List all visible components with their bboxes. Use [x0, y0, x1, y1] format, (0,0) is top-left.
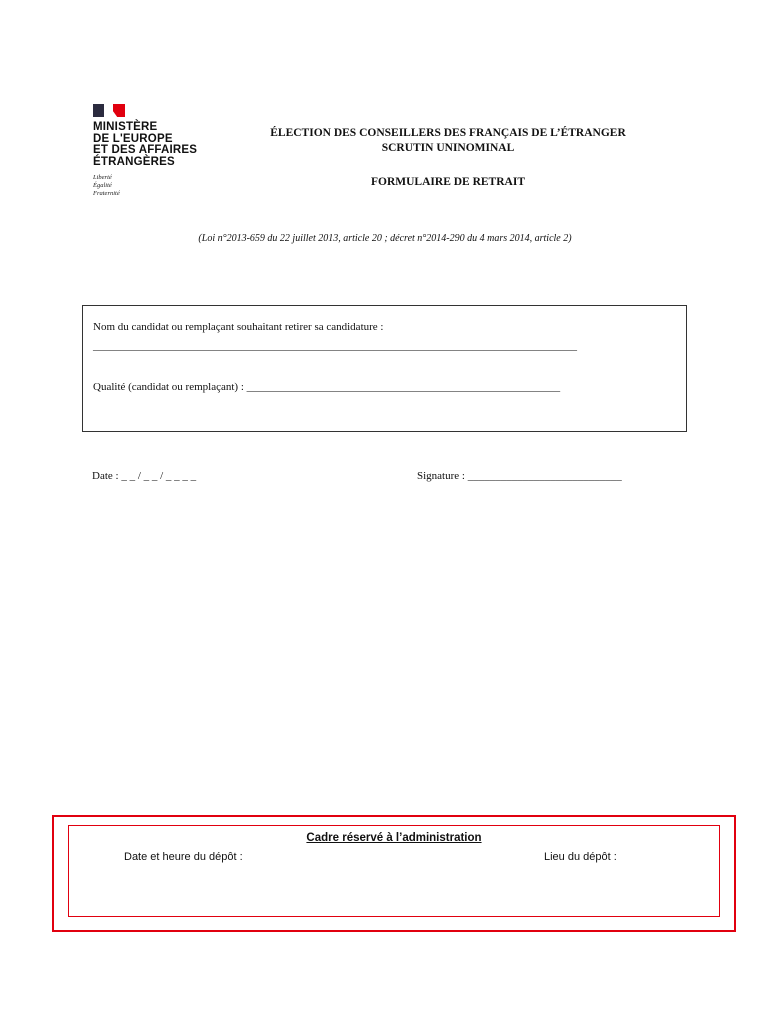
form-title: FORMULAIRE DE RETRAIT — [371, 176, 525, 188]
candidate-name-label: Nom du candidat ou remplaçant souhaitant retirer sa candidature : — [93, 321, 384, 333]
republic-motto: Liberté Égalité Fraternité — [93, 174, 120, 197]
deposit-datetime-label: Date et heure du dépôt : — [124, 851, 243, 863]
admin-reserved-box — [52, 815, 736, 932]
deposit-place-label: Lieu du dépôt : — [544, 851, 617, 863]
ministry-logo — [93, 104, 213, 198]
signature-field[interactable]: Signature : ____________________________ — [417, 470, 622, 482]
candidate-info-box — [82, 305, 687, 432]
legal-reference: (Loi n°2013-659 du 22 juillet 2013, article 20 ; décret n°2014-290 du 4 mars 2014, article 2) — [198, 233, 572, 244]
date-field[interactable]: Date : _ _ / _ _ / _ _ _ _ — [92, 470, 197, 482]
candidate-quality-field[interactable]: Qualité (candidat ou remplaçant) : _________________________________________________________ — [93, 381, 561, 393]
republic-flag-icon — [93, 104, 125, 117]
ministry-name: MINISTÈRE DE L'EUROPE ET DES AFFAIRES ÉTRANGÈRES — [93, 121, 198, 168]
ballot-type: SCRUTIN UNINOMINAL — [381, 142, 515, 154]
admin-inner-frame — [68, 825, 720, 917]
election-title: ÉLECTION DES CONSEILLERS DES FRANÇAIS DE L’ÉTRANGER — [270, 127, 626, 139]
admin-box-title: Cadre réservé à l’administration — [306, 832, 482, 844]
candidate-name-field[interactable]: ________________________________________________________________________________________ — [93, 340, 577, 352]
